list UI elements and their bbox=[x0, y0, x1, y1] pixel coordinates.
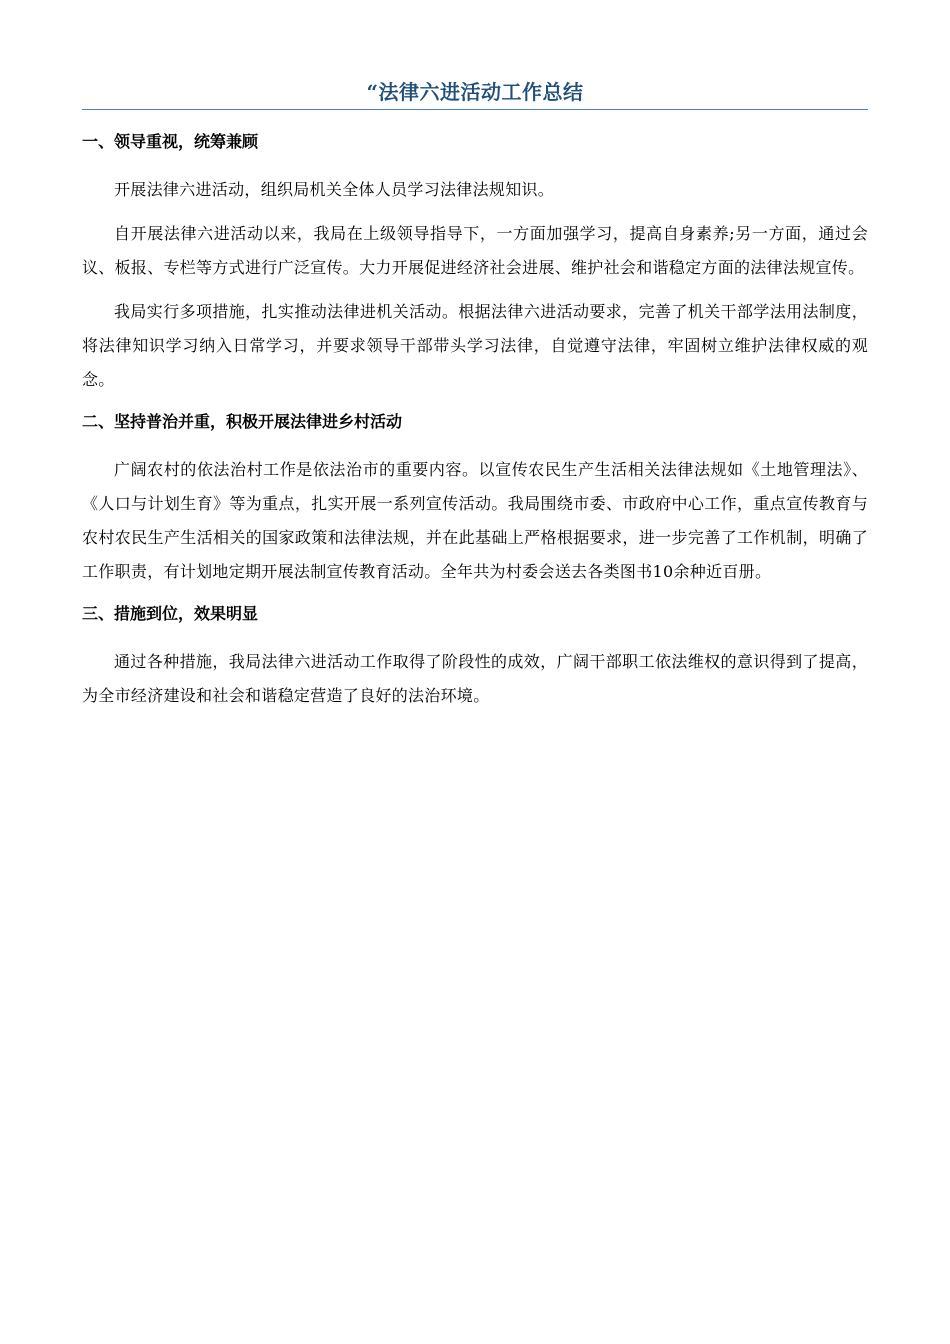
section-heading: 二、坚持普治并重，积极开展法律进乡村活动 bbox=[82, 412, 403, 431]
section-heading: 一、领导重视，统筹兼顾 bbox=[82, 132, 259, 151]
section-results bbox=[82, 602, 868, 713]
section-rural-law bbox=[82, 410, 868, 589]
paragraph: 通过各种措施，我局法律六进活动工作取得了阶段性的成效，广阔干部职工依法维权的意识得到了提高，为全市经济建设和社会和谐稳定营造了良好的法治环境。 bbox=[82, 652, 868, 705]
section-heading: 三、措施到位，效果明显 bbox=[82, 604, 259, 623]
section-leadership bbox=[82, 130, 868, 397]
paragraph: 开展法律六进活动，组织局机关全体人员学习法律法规知识。 bbox=[114, 180, 555, 199]
document-title: “法律六进活动工作总结 bbox=[82, 78, 868, 110]
paragraph: 我局实行多项措施，扎实推动法律进机关活动。根据法律六进活动要求，完善了机关干部学法用法制度，将法律知识学习纳入日常学习，并要求领导干部带头学习法律，自觉遵守法律，牢固树立维护法律权威的观念。 bbox=[82, 302, 868, 389]
paragraph: 自开展法律六进活动以来，我局在上级领导指导下，一方面加强学习，提高自身素养;另一方面，通过会议、板报、专栏等方式进行广泛宣传。大力开展促进经济社会进展、维护社会和谐稳定方面的法律法规宣传。 bbox=[82, 224, 868, 277]
document-page bbox=[82, 78, 868, 726]
paragraph: 广阔农村的依法治村工作是依法治市的重要内容。以宣传农民生产生活相关法律法规如《土地管理法》、《人口与计划生育》等为重点，扎实开展一系列宣传活动。我局围绕市委、市政府中心工作，重点宣传教育与农村农民生产生活相关的国家政策和法律法规，并在此基础上严格根据要求，进一步完善了工作机制，明确了工作职责，有计划地定期开展法制宣传教育活动。全年共为村委会送去各类图书10余种近百册。 bbox=[82, 460, 868, 581]
